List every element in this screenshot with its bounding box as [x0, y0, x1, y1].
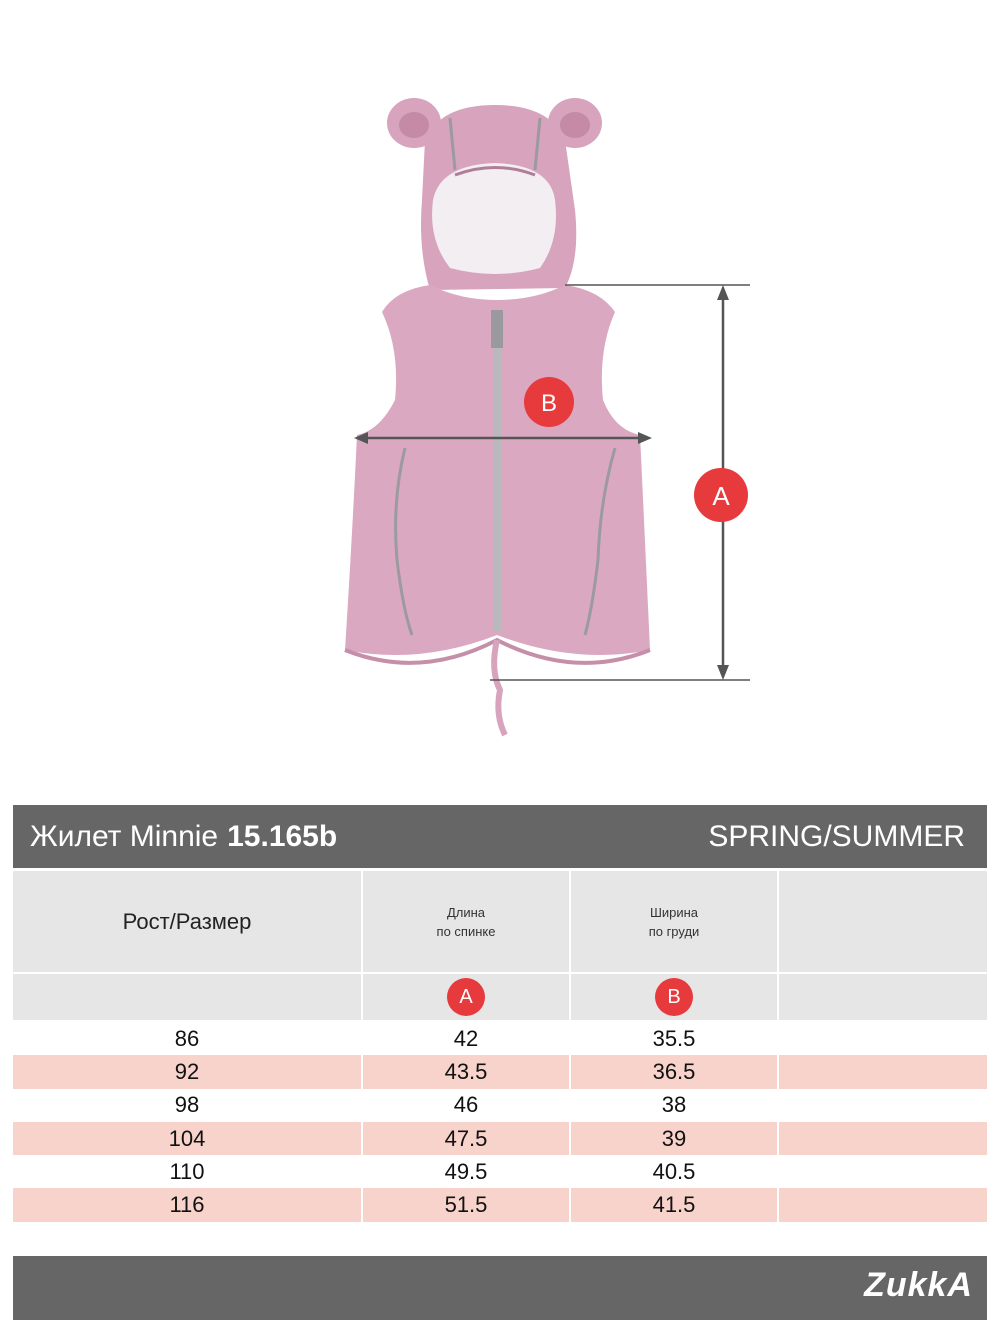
cell-width: 39 [571, 1122, 777, 1155]
header-size: Рост/Размер [13, 871, 361, 972]
cell-length: 47.5 [363, 1122, 569, 1155]
cell-width: 41.5 [571, 1188, 777, 1221]
footer-bar [13, 1256, 987, 1320]
table-row [13, 1022, 987, 1055]
cell-size: 86 [13, 1022, 361, 1055]
table-row [13, 1122, 987, 1155]
product-code: 15.165b [227, 819, 338, 853]
brand-logo: ZukkA [864, 1266, 973, 1304]
cell-empty [779, 1122, 987, 1155]
header-width [571, 871, 777, 972]
marker-empty-right [779, 974, 987, 1020]
header-length [363, 871, 569, 972]
marker-a-label: A [712, 481, 730, 511]
table-marker-a: A [447, 978, 485, 1016]
cell-size: 92 [13, 1055, 361, 1088]
size-table [13, 871, 987, 1222]
cell-empty [779, 1089, 987, 1122]
cell-size: 98 [13, 1089, 361, 1122]
cell-empty [779, 1022, 987, 1055]
season-label: SPRING/SUMMER [708, 819, 965, 853]
cell-length: 46 [363, 1089, 569, 1122]
cell-size: 110 [13, 1155, 361, 1188]
cell-empty [779, 1055, 987, 1088]
product-title [30, 820, 337, 854]
table-row [13, 1055, 987, 1088]
marker-b-label: B [540, 390, 558, 417]
header-width-line1: Ширина [649, 904, 699, 920]
table-row [13, 1155, 987, 1188]
cell-width: 38 [571, 1089, 777, 1122]
cell-length: 49.5 [363, 1155, 569, 1188]
cell-empty [779, 1188, 987, 1221]
marker-empty [13, 974, 361, 1020]
table-marker-row [13, 974, 987, 1020]
header-width-line2: по груди [648, 923, 700, 939]
cell-size: 116 [13, 1188, 361, 1221]
table-body [13, 1022, 987, 1222]
cell-size: 104 [13, 1122, 361, 1155]
product-title-bar [13, 805, 987, 868]
cell-empty [779, 1155, 987, 1188]
header-length-line2: по спинке [436, 923, 496, 939]
table-row [13, 1188, 987, 1221]
cell-length: 43.5 [363, 1055, 569, 1088]
cell-length: 51.5 [363, 1188, 569, 1221]
cell-width: 40.5 [571, 1155, 777, 1188]
cell-width: 35.5 [571, 1022, 777, 1055]
cell-length: 42 [363, 1022, 569, 1055]
header-length-line1: Длина [446, 904, 486, 920]
cell-width: 36.5 [571, 1055, 777, 1088]
header-empty [779, 871, 987, 972]
product-name: Жилет Minnie [30, 819, 219, 853]
table-marker-b: B [655, 978, 693, 1016]
table-row [13, 1089, 987, 1122]
table-header-row [13, 871, 987, 972]
